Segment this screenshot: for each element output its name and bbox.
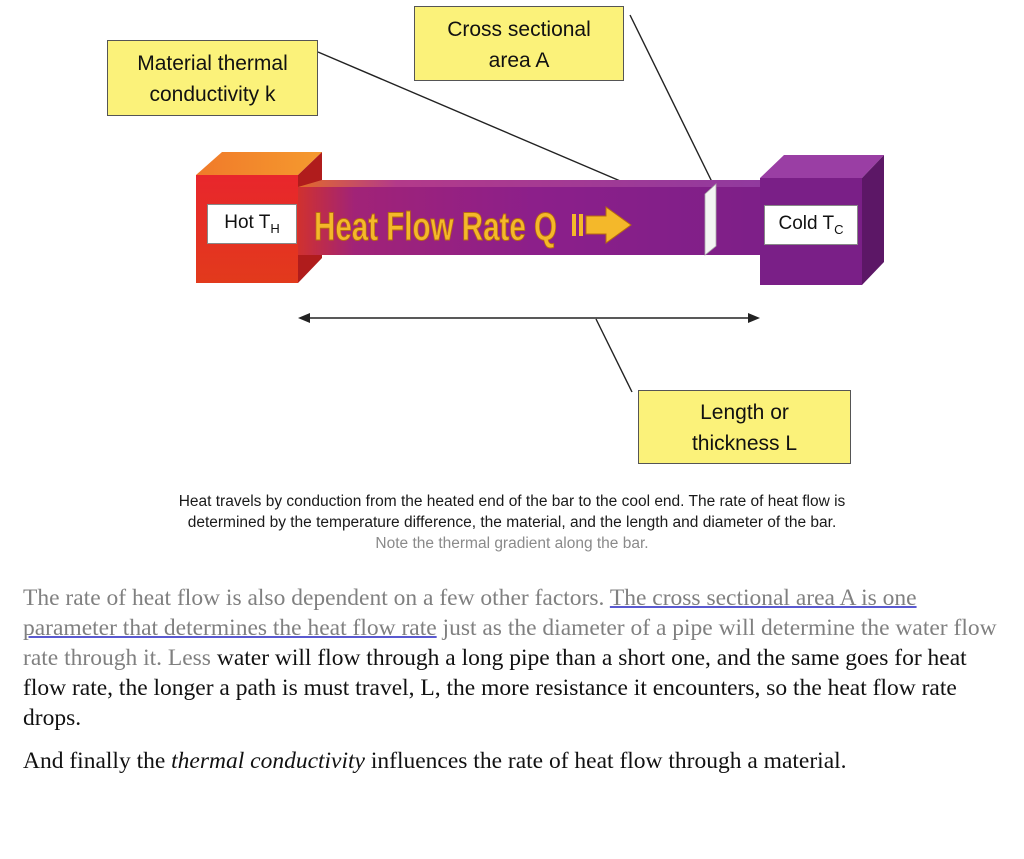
conductivity-label-line2: conductivity k — [149, 83, 276, 106]
cold-label-subscript: C — [834, 221, 844, 237]
cross-section-slice — [705, 184, 716, 255]
paragraph-1 — [23, 583, 1008, 733]
cold-temperature-label — [764, 205, 858, 245]
caption-line-2: determined by the temperature difference, the material, and the length and diameter of the bar. — [187, 514, 837, 531]
p2-start: And finally the — [23, 748, 172, 774]
conductivity-label-line1: Material thermal — [137, 52, 288, 75]
hot-temperature-label — [207, 204, 297, 244]
p1-highlight: The cross sectional area A is one parameter that determines the heat flow rate — [23, 585, 917, 641]
area-label-line1: Cross sectional — [447, 18, 591, 41]
figure-caption — [40, 491, 984, 554]
p1-faded-continuation: just as the diameter of a pipe will determine the water flow rate through it. Less — [23, 615, 997, 671]
paragraph-2 — [23, 746, 1008, 776]
length-label-line1: Length or — [700, 401, 789, 424]
area-label-box — [414, 6, 624, 81]
p2-end: influences the rate of heat flow through a material. — [364, 748, 847, 774]
caption-line-1: Heat travels by conduction from the heated end of the bar to the cool end. The rate of heat flow is — [178, 493, 846, 510]
heat-flow-rate-text: Heat Flow Rate Q — [314, 205, 557, 249]
hot-label-subscript: H — [270, 220, 280, 236]
area-leader-line — [630, 15, 714, 186]
hot-label-text: Hot T — [224, 212, 271, 233]
p2-emphasis: thermal conductivity — [171, 748, 365, 774]
area-label-line2: area A — [488, 49, 550, 72]
body-text — [23, 583, 1008, 776]
p1-rest: water will flow through a long pipe than a short one, and the same goes for heat flow rate, the longer a path is must travel, L, the more resistance it encounters, so the heat flow rate drops. — [23, 645, 967, 731]
cold-label-text: Cold T — [778, 213, 835, 234]
p1-intro: The rate of heat flow is also dependent on a few other factors. — [23, 585, 610, 611]
conductivity-label-box — [107, 40, 318, 116]
length-label-box — [638, 390, 851, 464]
length-leader-line — [596, 319, 632, 392]
length-arrow — [298, 313, 760, 323]
length-label-line2: thickness L — [691, 432, 798, 455]
caption-note: Note the thermal gradient along the bar. — [375, 535, 649, 552]
